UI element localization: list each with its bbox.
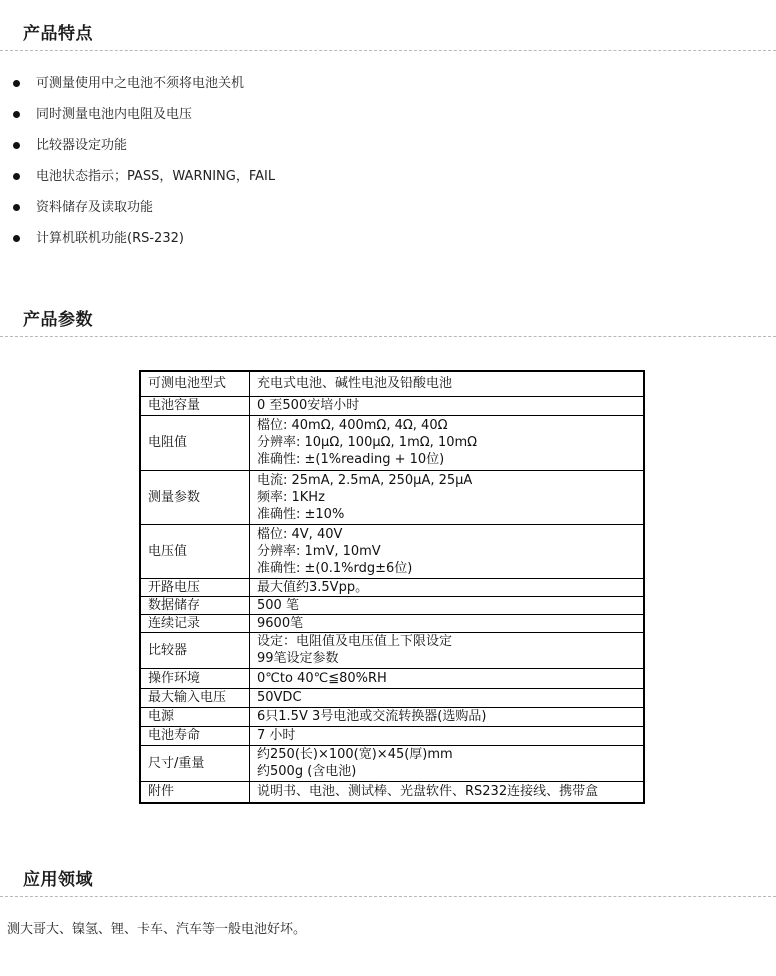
param-value — [250, 614, 645, 632]
bullet-dot-icon — [13, 142, 20, 149]
param-value — [250, 596, 645, 614]
feature-text: 资料储存及读取功能 — [36, 200, 154, 215]
params-table-row — [140, 632, 644, 668]
bullet-dot-icon — [13, 80, 20, 87]
param-value-line: 充电式电池、碱性电池及铅酸电池 — [257, 376, 453, 392]
param-value — [250, 726, 645, 745]
param-value — [250, 632, 645, 668]
params-table-row — [140, 688, 644, 707]
param-label: 电压值 — [140, 524, 250, 578]
param-label: 开路电压 — [140, 578, 250, 596]
param-value-line: 设定：电阻值及电压值上下限设定 — [257, 634, 453, 649]
param-value-line: 说明书、电池、测试棒、光盘软件、RS232连接线、携带盒 — [257, 784, 599, 800]
param-label: 比较器 — [140, 632, 250, 668]
feature-text: 比较器设定功能 — [36, 138, 128, 153]
param-value-line: 约500g (含电池) — [257, 764, 357, 779]
feature-text: 可测量使用中之电池不须将电池关机 — [36, 76, 245, 91]
params-section-title: 产品参数 — [23, 310, 93, 330]
param-value-line: 0 至500安培小时 — [257, 398, 360, 413]
applications-text: 测大哥大、镍氢、锂、卡车、汽车等一般电池好坏。 — [7, 922, 307, 937]
params-table-row — [140, 578, 644, 596]
param-label: 测量参数 — [140, 470, 250, 524]
param-label: 操作环境 — [140, 668, 250, 688]
param-value-line: 99笔设定参数 — [257, 651, 339, 666]
param-value-line: 檔位: 40mΩ, 400mΩ, 4Ω, 40Ω — [257, 418, 448, 433]
feature-list-item — [0, 223, 275, 254]
params-table — [139, 370, 645, 804]
params-table-row — [140, 707, 644, 726]
param-label: 数据储存 — [140, 596, 250, 614]
param-value — [250, 415, 645, 470]
params-section-header — [0, 296, 776, 337]
feature-list-item — [0, 161, 275, 192]
param-value-line: 分辨率: 10µΩ, 100µΩ, 1mΩ, 10mΩ — [257, 435, 478, 450]
param-value — [250, 371, 645, 396]
params-table-row — [140, 371, 644, 396]
feature-list-item — [0, 192, 275, 223]
param-label: 电源 — [140, 707, 250, 726]
param-label: 附件 — [140, 781, 250, 803]
param-value — [250, 470, 645, 524]
param-label: 电池容量 — [140, 396, 250, 415]
param-value — [250, 524, 645, 578]
param-value-line: 准确性: ±10% — [257, 506, 345, 522]
params-table-row — [140, 524, 644, 578]
param-label: 尺寸/重量 — [140, 745, 250, 781]
param-value-line: 频率: 1KHz — [257, 489, 325, 505]
bullet-dot-icon — [13, 173, 20, 180]
param-label: 连续记录 — [140, 614, 250, 632]
feature-list-item — [0, 130, 275, 161]
param-value — [250, 668, 645, 688]
param-value-line: 50VDC — [257, 690, 302, 705]
param-value-line: 约250(长)×100(宽)×45(厚)mm — [257, 747, 453, 762]
feature-list-item — [0, 99, 275, 130]
param-value-line: 准确性: ±(1%reading + 10位) — [257, 452, 445, 467]
param-value-line: 0℃to 40℃≦80%RH — [257, 670, 387, 686]
features-section-header — [0, 10, 776, 51]
param-value-line: 檔位: 4V, 40V — [257, 526, 343, 542]
bullet-dot-icon — [13, 111, 20, 118]
features-section-title: 产品特点 — [23, 24, 93, 44]
param-value-line: 分辨率: 1mV, 10mV — [257, 543, 381, 559]
param-value — [250, 578, 645, 596]
param-label: 可测电池型式 — [140, 371, 250, 396]
applications-section-title: 应用领域 — [23, 870, 93, 890]
feature-text: 同时测量电池内电阻及电压 — [36, 107, 193, 122]
param-value-line: 最大值约3.5Vpp。 — [257, 579, 369, 595]
bullet-dot-icon — [13, 235, 20, 242]
params-table-row — [140, 415, 644, 470]
params-table-row — [140, 781, 644, 803]
param-value — [250, 688, 645, 707]
feature-text: 电池状态指示；PASS，WARNING，FAIL — [36, 169, 276, 184]
param-value — [250, 707, 645, 726]
params-table-row — [140, 614, 644, 632]
bullet-dot-icon — [13, 204, 20, 211]
param-value-line: 9600笔 — [257, 615, 304, 631]
feature-list-item — [0, 68, 275, 99]
param-value — [250, 745, 645, 781]
param-value-line: 7 小时 — [257, 728, 296, 743]
param-label: 电池寿命 — [140, 726, 250, 745]
param-value-line: 电流: 25mA, 2.5mA, 250µA, 25µA — [257, 472, 473, 488]
applications-section-header — [0, 856, 776, 897]
params-table-row — [140, 396, 644, 415]
feature-text: 计算机联机功能(RS-232) — [36, 231, 184, 246]
param-value — [250, 396, 645, 415]
param-label: 最大输入电压 — [140, 688, 250, 707]
params-table-row — [140, 596, 644, 614]
features-list — [0, 68, 275, 254]
param-value-line: 500 笔 — [257, 597, 299, 613]
param-value-line: 6只1.5V 3号电池或交流转换器(选购品) — [257, 709, 487, 724]
param-value-line: 准确性: ±(0.1%rdg±6位) — [257, 560, 413, 576]
params-table-row — [140, 470, 644, 524]
params-table-row — [140, 745, 644, 781]
param-label: 电阻值 — [140, 415, 250, 470]
params-table-row — [140, 668, 644, 688]
params-table-row — [140, 726, 644, 745]
param-value — [250, 781, 645, 803]
